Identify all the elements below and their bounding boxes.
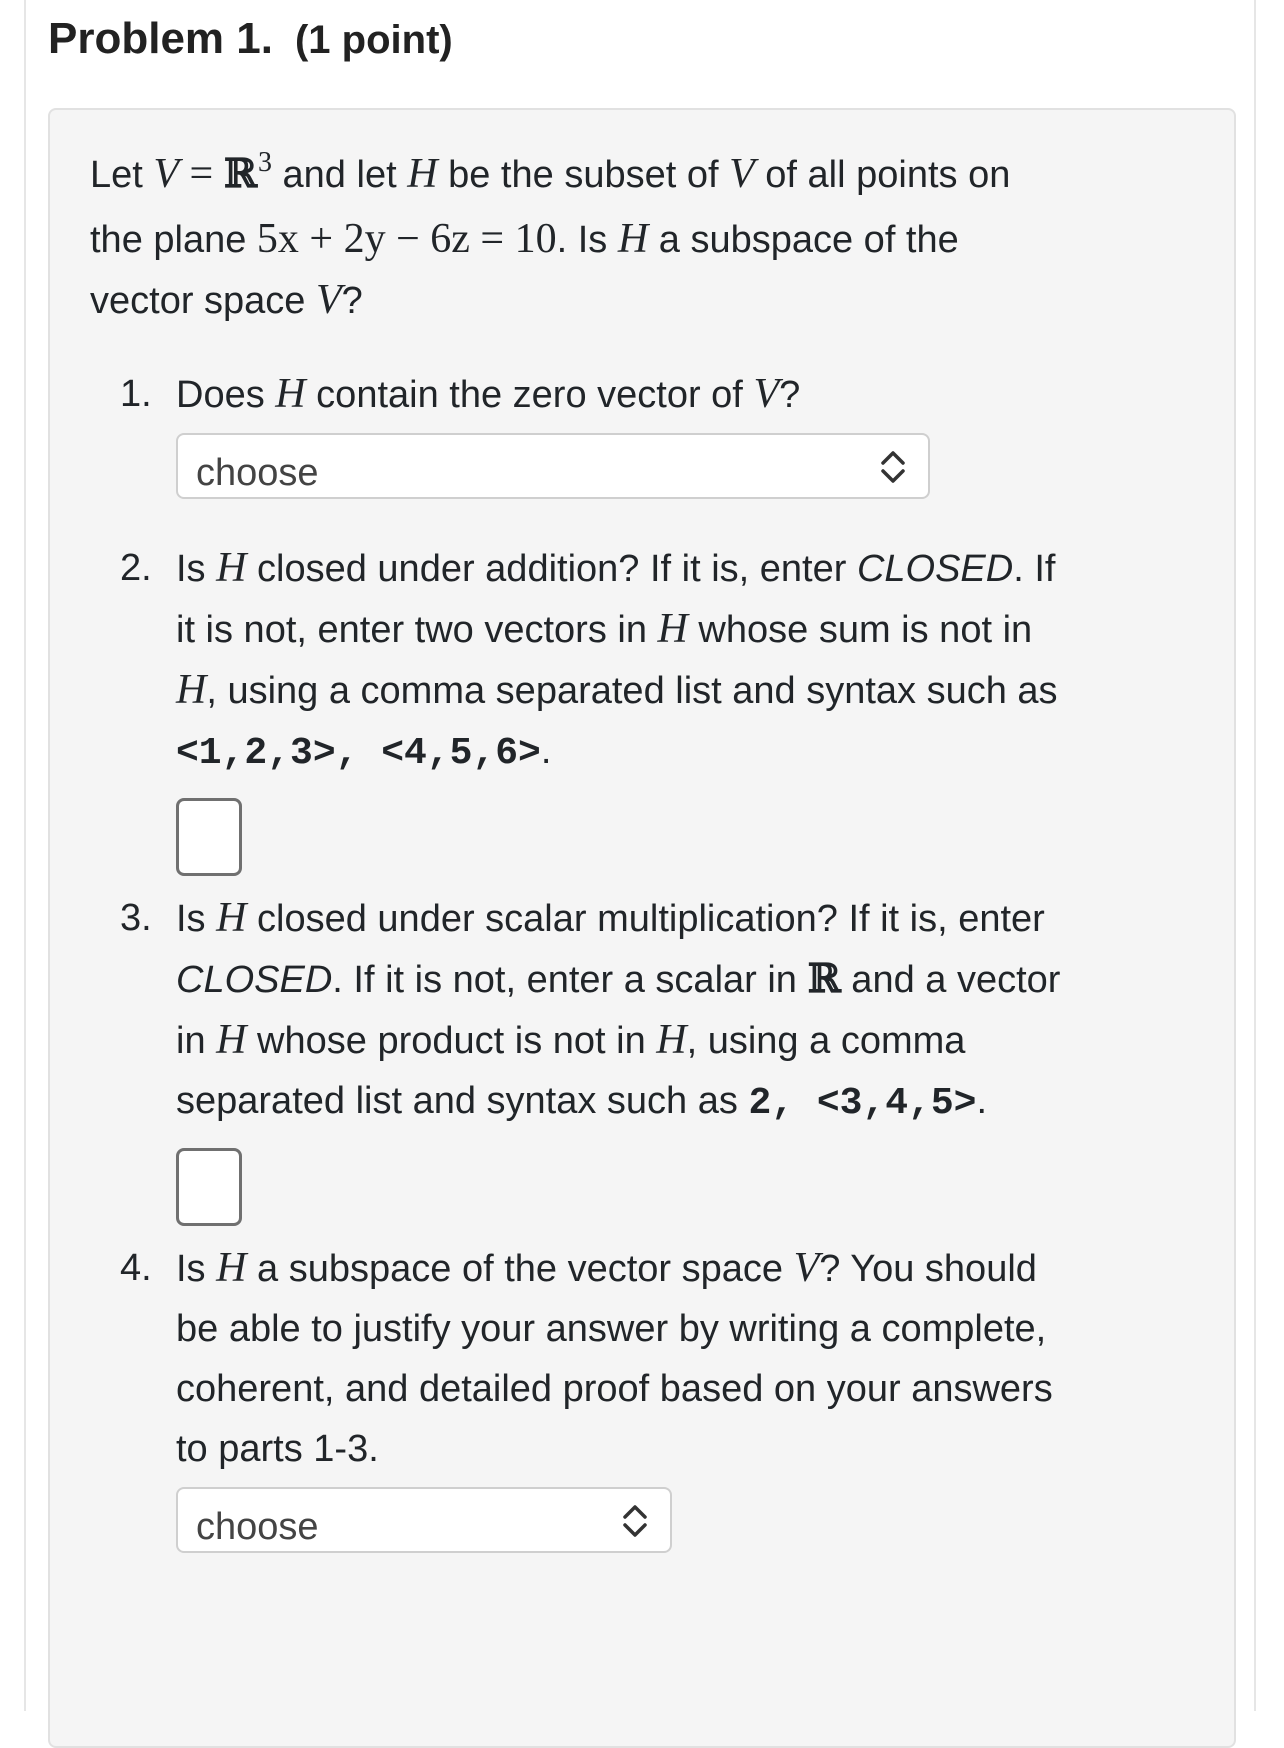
chevron-up-down-icon (622, 1502, 648, 1540)
text-whose-product: whose product is not in (246, 1020, 657, 1062)
question-number: 3. (120, 897, 152, 939)
math-exponent-3: 3 (257, 147, 272, 178)
text-closed-keyword: CLOSED (856, 548, 1014, 590)
math-plane-equation: 5x + 2y − 6z = 10 (256, 216, 557, 262)
problem-points: (1 point) (294, 18, 453, 62)
text-using-comma-list: , using a comma separated list and syntax such as (206, 670, 1058, 712)
math-H: H (656, 1017, 687, 1063)
text-if: . If (1013, 548, 1056, 590)
math-H: H (407, 151, 438, 197)
text-enter-scalar: . If it is not, enter a scalar in (332, 959, 808, 1001)
text-period: . (976, 1080, 988, 1122)
question-1 (120, 364, 1220, 499)
syntax-example: <1,2,3>, <4,5,6> (176, 732, 541, 775)
text-separated-list: separated list and syntax such as (176, 1080, 749, 1122)
text-closed-under-scalar: closed under scalar multiplication? If it is, enter (246, 898, 1045, 940)
answer-2-input[interactable] (176, 798, 242, 876)
math-V: V (153, 151, 180, 197)
select-value: choose (196, 452, 319, 494)
math-H: H (617, 216, 649, 262)
answer-4-select[interactable] (176, 1487, 672, 1553)
math-H: H (216, 1245, 247, 1291)
math-reals: ℝ (223, 150, 257, 197)
math-H: H (176, 667, 207, 713)
text-using-comma: , using a comma (686, 1020, 966, 1062)
text-subspace-of-the: a subspace of the (648, 219, 959, 261)
statement-line-3 (90, 270, 1200, 331)
math-V: V (793, 1245, 820, 1291)
text-is: . Is (556, 219, 618, 261)
question-4 (120, 1238, 1220, 1553)
math-V: V (316, 277, 342, 323)
text-closed-under-addition: closed under addition? If it is, enter (246, 548, 857, 590)
text-qmark: ? (341, 280, 363, 322)
question-number: 1. (120, 373, 152, 415)
text-and-vector: and a vector (840, 959, 1061, 1001)
question-text (176, 1238, 1220, 1479)
chevron-up-down-icon (880, 448, 906, 486)
math-H: H (216, 1017, 247, 1063)
problem-title: Problem 1. (48, 14, 273, 63)
text-is: Is (176, 548, 217, 590)
math-H: H (657, 606, 688, 652)
math-V: V (729, 151, 755, 197)
problem-body (48, 108, 1236, 1748)
text-parts: to parts 1-3. (176, 1428, 379, 1470)
text-and-let: and let (271, 154, 408, 196)
text-subspace-of: a subspace of the vector space (246, 1248, 794, 1290)
text-of-all-points: of all points on (754, 154, 1011, 196)
math-H: H (216, 545, 247, 591)
text-subset: be the subset of (437, 154, 730, 196)
text-whose-sum: whose sum is not in (687, 609, 1033, 651)
statement-line-2 (90, 209, 1200, 270)
text-coherent-proof: coherent, and detailed proof based on your answers (176, 1368, 1053, 1410)
text-enter-two-vectors: it is not, enter two vectors in (176, 609, 658, 651)
problem-statement (90, 144, 1200, 331)
question-text (176, 364, 1220, 425)
text-justify: be able to justify your answer by writing a complete, (176, 1308, 1047, 1350)
question-number: 2. (120, 547, 152, 589)
text-vector-space: vector space (90, 280, 316, 322)
text-closed-keyword: CLOSED (176, 959, 333, 1001)
question-number: 4. (120, 1247, 152, 1289)
text-period: . (540, 730, 552, 772)
statement-line-1 (90, 144, 1200, 209)
question-2 (120, 538, 1220, 876)
select-value: choose (196, 1506, 319, 1548)
question-3 (120, 888, 1220, 1226)
text-is: Is (176, 1248, 217, 1290)
answer-1-select[interactable] (176, 433, 930, 499)
math-H: H (275, 371, 306, 417)
answer-3-input[interactable] (176, 1148, 242, 1226)
problem-header (48, 14, 453, 64)
question-text (176, 538, 1220, 784)
text-is: Is (176, 898, 217, 940)
text-contain: contain the zero vector of (305, 374, 754, 416)
text-let: Let (90, 154, 154, 196)
text-you-should: ? You should (819, 1248, 1037, 1290)
math-equals: = (179, 151, 224, 197)
question-text (176, 888, 1220, 1134)
math-H: H (216, 895, 247, 941)
text-does: Does (176, 374, 276, 416)
math-reals: ℝ (807, 955, 841, 1002)
text-qmark: ? (779, 374, 801, 416)
math-V: V (753, 371, 780, 417)
text-in: in (176, 1020, 217, 1062)
syntax-example: 2, <3,4,5> (748, 1082, 977, 1125)
text-the-plane: the plane (90, 219, 257, 261)
